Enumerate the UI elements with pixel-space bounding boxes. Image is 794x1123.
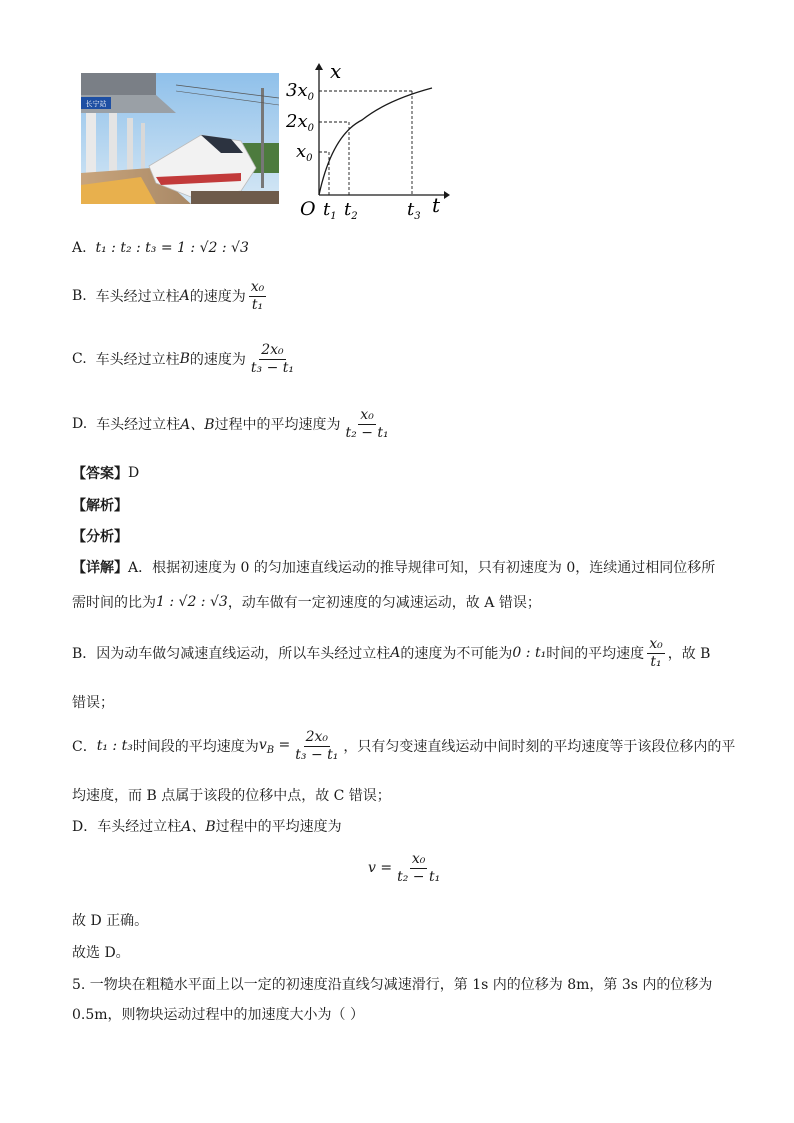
question5-line2 <box>72 1004 364 1024</box>
option-b <box>72 280 269 312</box>
detail-b-mid2: 时间的平均速度 <box>546 646 645 663</box>
detail-b-fraction <box>647 637 665 669</box>
detail-d-eq-v: v = <box>368 860 393 877</box>
x-tick-t1: $t_1$ <box>323 199 337 222</box>
y-tick-3x0: $3x_0$ <box>286 80 314 103</box>
question5-text2: 0.5m，则物块运动过程中的加速度大小为（ ） <box>72 1007 364 1023</box>
detail-b-line2 <box>72 692 114 712</box>
detail-d-conclusion <box>72 910 148 930</box>
detail-b-point: A <box>390 645 401 662</box>
option-b-text: 车头经过立柱 <box>95 289 180 306</box>
fenxi-heading <box>72 526 128 546</box>
option-b-frac-num: x₀ <box>250 279 265 295</box>
x-axis-label: t <box>432 193 441 217</box>
fenxi-label: 【分析】 <box>72 529 128 545</box>
detail-a-text1: A．根据初速度为 0 的匀加速直线运动的推导规律可知，只有初速度为 0，连续通过相同位移所 <box>128 560 716 576</box>
option-b-fraction <box>249 280 267 312</box>
option-a-prefix: A. <box>72 240 87 256</box>
option-c <box>72 343 299 375</box>
option-d-text: 车头经过立柱 <box>96 417 181 434</box>
answer-value: D <box>128 465 140 481</box>
option-a-formula: t₁ : t₂ : t₃ = 1 : √2 : √3 <box>95 240 249 256</box>
detail-a-line1 <box>72 557 715 577</box>
detail-d-frac-den: t₂ − t₁ <box>397 868 441 885</box>
option-b-frac-den: t₁ <box>251 296 264 313</box>
detail-c-text2: 均速度，而 B 点属于该段的位移中点，故 C 错误； <box>72 788 391 804</box>
detail-d-point: A、B <box>181 819 216 835</box>
analysis-heading <box>72 495 128 515</box>
detail-c-post: ，只有匀变速直线运动中间时刻的平均速度等于该段位移内的平 <box>343 739 736 756</box>
option-c-tail: 的速度为 <box>189 352 246 369</box>
analysis-label: 【解析】 <box>72 498 128 514</box>
option-b-point: A <box>179 288 190 305</box>
final-answer <box>72 942 130 962</box>
detail-d-frac-num: x₀ <box>411 851 426 867</box>
detail-b-range: 0 : t₁ <box>512 645 547 662</box>
detail-d-fraction <box>395 852 442 884</box>
x-t-graph-svg <box>282 60 452 225</box>
y-tick-2x0: $2x_0$ <box>286 111 314 134</box>
option-c-frac-den: t₃ − t₁ <box>250 359 294 376</box>
svg-text:长宁站: 长宁站 <box>85 100 107 108</box>
detail-c-fraction <box>293 730 340 762</box>
option-d <box>72 408 394 440</box>
option-c-prefix: C. <box>72 351 87 368</box>
x-t-graph <box>282 60 452 229</box>
question5-line1 <box>72 974 712 994</box>
detail-c-line2 <box>72 785 391 805</box>
detail-a-line2 <box>72 592 541 612</box>
train-photo <box>81 73 279 204</box>
detail-d-post: 过程中的平均速度为 <box>215 819 342 835</box>
train-photo-illustration <box>81 73 279 204</box>
option-d-frac-num: x₀ <box>360 407 374 423</box>
detail-d-equation <box>368 852 445 884</box>
option-c-frac-num: 2x₀ <box>261 342 284 358</box>
answer-line <box>72 463 139 483</box>
detail-c-v-sub: B <box>266 744 275 756</box>
detail-b-pre: B．因为动车做匀减速直线运动，所以车头经过立柱 <box>72 646 391 663</box>
x-tick-t2: $t_2$ <box>344 199 358 222</box>
x-t-curve <box>319 88 432 195</box>
detail-c-range: t₁ : t₃ <box>96 738 133 755</box>
option-d-tail: 过程中的平均速度为 <box>214 417 341 434</box>
detail-d-conclusion-text: 故 D 正确。 <box>72 913 149 929</box>
detail-d-pre: D．车头经过立柱 <box>72 819 182 835</box>
option-d-prefix: D. <box>72 416 88 433</box>
detail-b-frac-den: t₁ <box>650 653 662 670</box>
detail-c-frac-den: t₃ − t₁ <box>295 746 339 763</box>
detail-a-ratio: 1 : √2 : √3 <box>156 594 228 610</box>
option-d-point: A、B <box>180 417 215 434</box>
detail-a-pre: 需时间的比为 <box>72 595 156 611</box>
detail-c-line1: C． t₁ : t₃ 时间段的平均速度为 $v_B$ = $\frac{\text{2x₀}}{\text{t₃ − t₁}}$ ，只有匀变速直线运动中间时刻的平均速度等于该段位移内的平 <box>72 729 736 763</box>
answer-label: 【答案】 <box>72 466 128 482</box>
option-a <box>72 240 249 256</box>
detail-b-line1 <box>72 637 710 669</box>
option-c-text: 车头经过立柱 <box>95 352 180 369</box>
option-c-fraction <box>249 343 296 375</box>
question5-text1: 5. 一物块在粗糙水平面上以一定的初速度沿直线匀减速滑行，第 1s 内的位移为 8m，第 3s 内的位移为 <box>72 977 713 993</box>
detail-a-post: ，动车做有一定初速度的匀减速运动，故 A 错误； <box>227 595 541 611</box>
final-answer-text: 故选 D。 <box>72 945 130 961</box>
detail-c-mid: 时间段的平均速度为 <box>132 739 259 756</box>
detail-label: 【详解】 <box>72 560 128 576</box>
option-c-point: B <box>179 351 190 368</box>
detail-b-frac-num: x₀ <box>649 636 663 652</box>
option-d-frac-den: t₂ − t₁ <box>345 424 389 441</box>
detail-c-v: v <box>258 736 267 753</box>
detail-c-pre: C． <box>72 739 97 756</box>
option-b-tail: 的速度为 <box>189 289 246 306</box>
detail-b-text2: 错误； <box>72 695 114 711</box>
detail-c-frac-num: 2x₀ <box>305 729 329 745</box>
y-axis-label: x <box>330 60 342 83</box>
detail-b-mid: 的速度为不可能为 <box>400 646 513 663</box>
detail-b-post: ，故 B <box>667 646 711 663</box>
detail-d-line1 <box>72 816 342 836</box>
option-d-fraction <box>344 408 391 440</box>
x-tick-t3: $t_3$ <box>407 199 421 222</box>
option-b-prefix: B. <box>72 288 87 305</box>
origin-label: O <box>300 198 316 220</box>
y-tick-x0: $x_0$ <box>296 141 313 164</box>
